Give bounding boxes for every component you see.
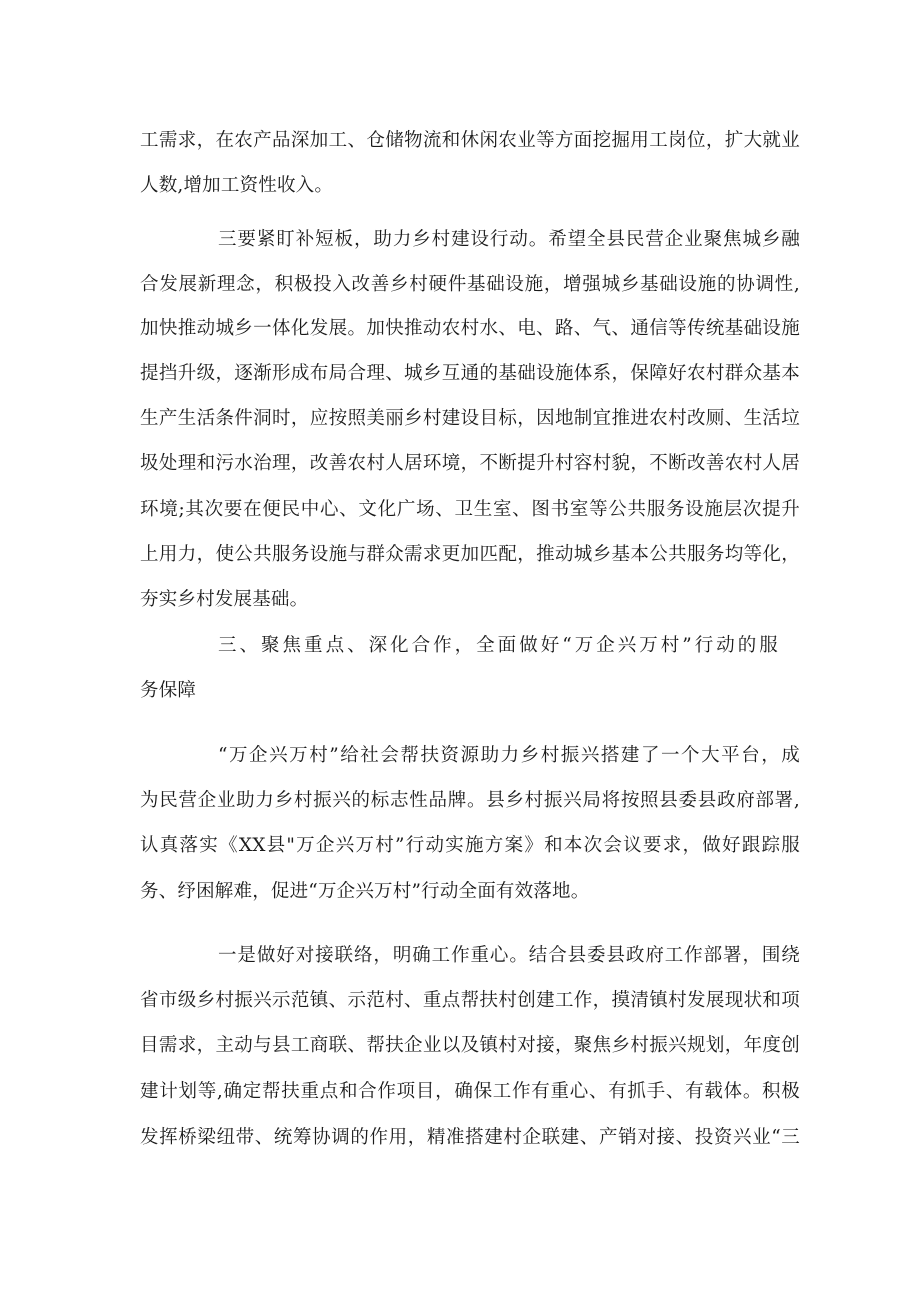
text-line: “万企兴万村”给社会帮扶资源助力乡村振兴搭建了一个大平台，成 <box>218 745 800 766</box>
section-heading: 三、聚焦重点、深化合作，全面做好“万企兴万村”行动的服 <box>218 635 778 656</box>
section-heading-continued: 务保障 <box>140 680 197 701</box>
text-line: 加快推动城乡一体化发展。加快推动农村水、电、路、气、通信等传统基础设施 <box>140 318 800 339</box>
text-line: 为民营企业助力乡村振兴的标志性品牌。县乡村振兴局将按照县委县政府部署, <box>140 790 800 811</box>
text-line: 生产生活条件洞时，应按照美丽乡村建设目标，因地制宜推进农村改厕、生活垃 <box>140 408 800 429</box>
text-line: 合发展新理念，积极投入改善乡村硬件基础设施，增强城乡基础设施的协调性, <box>140 274 800 295</box>
text-line: 夯实乡村发展基础。 <box>140 589 309 610</box>
text-line: 三要紧盯补短板，助力乡村建设行动。希望全县民营企业聚焦城乡融 <box>218 229 800 250</box>
text-line: 认真落实《XX县"万企兴万村”行动实施方案》和本次会议要求，做好跟踪服 <box>140 835 800 856</box>
text-line: 建计划等,确定帮扶重点和合作项目，确保工作有重心、有抓手、有载体。积极 <box>140 1081 800 1102</box>
text-line: 环境;其次要在便民中心、文化广场、卫生室、图书室等公共服务设施层次提升 <box>140 499 800 520</box>
text-line: 一是做好对接联络，明确工作重心。结合县委县政府工作部署，围绕 <box>218 945 800 966</box>
text-line: 圾处理和污水治理，改善农村人居环境，不断提升村容村貌，不断改善农村人居 <box>140 453 800 474</box>
text-line: 务、纾困解难，促进“万企兴万村”行动全面有效落地。 <box>140 881 590 902</box>
text-line: 省市级乡村振兴示范镇、示范村、重点帮扶村创建工作，摸清镇村发展现状和项 <box>140 990 800 1011</box>
text-line: 提挡升级，逐渐形成布局合理、城乡互通的基础设施体系，保障好农村群众基本 <box>140 363 800 384</box>
text-line: 人数,增加工资性收入。 <box>140 175 334 196</box>
text-line: 工需求，在农产品深加工、仓储物流和休闲农业等方面挖掘用工岗位，扩大就业 <box>140 130 800 151</box>
text-line: 发挥桥梁纽带、统筹协调的作用，精准搭建村企联建、产销对接、投资兴业“三 <box>140 1127 800 1148</box>
text-line: 上用力，使公共服务设施与群众需求更加匹配，推动城乡基本公共服务均等化， <box>140 544 800 565</box>
text-line: 目需求，主动与县工商联、帮扶企业以及镇村对接，聚焦乡村振兴规划，年度创 <box>140 1035 800 1056</box>
